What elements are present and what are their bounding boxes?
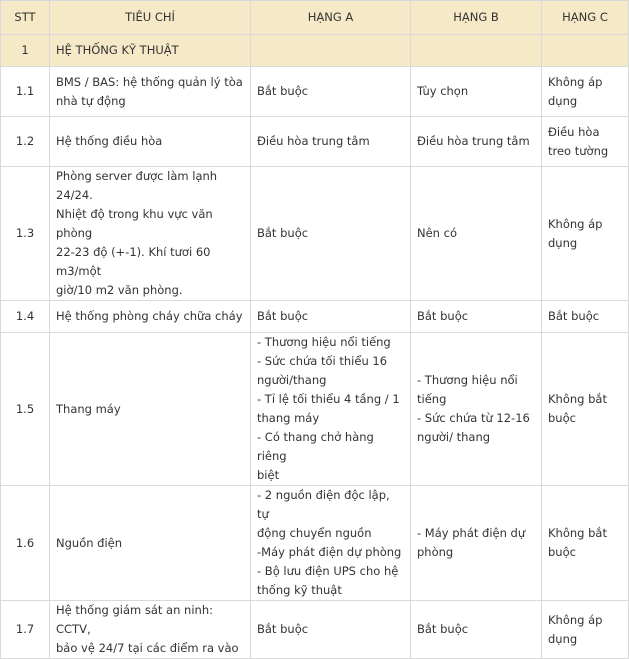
row-class-a xyxy=(251,333,411,486)
cell-line: Bắt buộc xyxy=(548,309,600,323)
cell-line: Thang máy xyxy=(56,401,121,416)
cell-line: buộc xyxy=(548,411,576,425)
section-empty-cell xyxy=(542,35,629,67)
row-stt: 1.2 xyxy=(1,117,50,167)
row-class-c xyxy=(542,301,629,333)
cell-line: 22-23 độ (+-1). Khí tươi 60 m3/một xyxy=(56,245,211,278)
cell-line: giờ/10 m2 văn phòng. xyxy=(56,283,183,297)
row-criteria xyxy=(50,67,251,117)
row-class-b xyxy=(411,333,542,486)
cell-line: Bắt buộc xyxy=(257,84,309,98)
cell-line: thống kỹ thuật xyxy=(257,583,342,597)
cell-line: nhà tự động xyxy=(56,93,126,108)
cell-line: Điều hòa xyxy=(548,124,600,139)
cell-line: - Sức chứa từ 12-16 xyxy=(417,411,530,425)
row-class-a xyxy=(251,67,411,117)
table-row xyxy=(1,333,629,486)
cell-line: Bắt buộc xyxy=(257,622,309,636)
cell-line: người/ thang xyxy=(417,430,491,444)
row-stt: 1.6 xyxy=(1,486,50,601)
cell-line: Bắt buộc xyxy=(417,622,469,636)
cell-line: tiếng xyxy=(417,392,447,406)
cell-line: -Máy phát điện dự phòng xyxy=(257,545,402,559)
row-class-b xyxy=(411,167,542,301)
row-class-b xyxy=(411,486,542,601)
table-row xyxy=(1,601,629,659)
section-row xyxy=(1,35,629,67)
row-class-a xyxy=(251,301,411,333)
cell-line: - Thương hiệu nổi tiếng xyxy=(257,335,391,349)
cell-line: Bắt buộc xyxy=(257,226,309,240)
cell-line: - Tỉ lệ tối thiểu 4 tầng / 1 xyxy=(257,392,400,406)
row-class-a xyxy=(251,601,411,659)
cell-line: phòng xyxy=(417,545,454,559)
section-empty-cell xyxy=(411,35,542,67)
row-criteria xyxy=(50,117,251,167)
row-class-b xyxy=(411,601,542,659)
row-class-c xyxy=(542,67,629,117)
header-class-b: HẠNG B xyxy=(411,1,542,35)
row-criteria xyxy=(50,333,251,486)
cell-line: Điều hòa trung tâm xyxy=(257,134,370,148)
cell-line: bảo vệ 24/7 tại các điểm ra vào xyxy=(56,641,239,655)
cell-line: BMS / BAS: hệ thống quản lý tòa xyxy=(56,74,243,89)
cell-line: Nhiệt độ trong khu vực văn phòng xyxy=(56,207,213,240)
row-class-a xyxy=(251,117,411,167)
cell-line: - Có thang chở hàng riêng xyxy=(257,430,374,463)
row-stt: 1.7 xyxy=(1,601,50,659)
header-class-c: HẠNG C xyxy=(542,1,629,35)
section-empty-cell xyxy=(251,35,411,67)
cell-line: Nguồn điện xyxy=(56,535,123,550)
header-stt: STT xyxy=(1,1,50,35)
row-criteria xyxy=(50,167,251,301)
cell-line: thang máy xyxy=(257,411,320,425)
cell-line: Bắt buộc xyxy=(257,309,309,323)
cell-line: Hệ thống giám sát an ninh: CCTV, xyxy=(56,603,213,636)
row-class-b xyxy=(411,117,542,167)
cell-line: Tùy chọn xyxy=(417,84,469,98)
cell-line: Không áp xyxy=(548,612,603,627)
cell-line: buộc xyxy=(548,545,576,559)
row-criteria xyxy=(50,601,251,659)
cell-line: người/thang xyxy=(257,373,327,387)
row-class-b xyxy=(411,301,542,333)
cell-line: động chuyển nguồn xyxy=(257,526,372,540)
cell-line: Phòng server được làm lạnh 24/24. xyxy=(56,169,218,202)
cell-line: dụng xyxy=(548,93,578,108)
section-title: HỆ THỐNG KỸ THUẬT xyxy=(50,35,251,67)
cell-line: - Thương hiệu nổi xyxy=(417,373,518,387)
cell-line: Không bắt xyxy=(548,392,607,406)
cell-line: - Bộ lưu điện UPS cho hệ xyxy=(257,564,399,578)
cell-line: Không áp xyxy=(548,216,603,231)
section-stt: 1 xyxy=(1,35,50,67)
row-class-c xyxy=(542,333,629,486)
cell-line: treo tường xyxy=(548,143,609,158)
cell-line: Điều hòa trung tâm xyxy=(417,134,530,148)
row-class-a xyxy=(251,167,411,301)
row-stt: 1.4 xyxy=(1,301,50,333)
row-class-c xyxy=(542,167,629,301)
cell-line: - 2 nguồn điện độc lập, tự xyxy=(257,488,390,521)
cell-line: Hệ thống điều hòa xyxy=(56,134,163,148)
cell-line: - Sức chứa tối thiểu 16 xyxy=(257,354,388,368)
cell-line: Hệ thống phòng cháy chữa cháy xyxy=(56,309,243,323)
cell-line: Bắt buộc xyxy=(417,309,469,323)
cell-line: Không áp xyxy=(548,74,603,89)
row-class-c xyxy=(542,117,629,167)
table-row xyxy=(1,167,629,301)
row-class-b xyxy=(411,67,542,117)
cell-line: Không bắt xyxy=(548,526,607,540)
cell-line: Nên có xyxy=(417,226,457,240)
header-class-a: HẠNG A xyxy=(251,1,411,35)
row-stt: 1.5 xyxy=(1,333,50,486)
header-criteria: TIÊU CHÍ xyxy=(50,1,251,35)
cell-line: dụng xyxy=(548,235,578,250)
table-row xyxy=(1,486,629,601)
row-class-a xyxy=(251,486,411,601)
table-row xyxy=(1,67,629,117)
row-class-c xyxy=(542,601,629,659)
cell-line: biệt xyxy=(257,468,280,482)
header-row xyxy=(1,1,629,35)
table-row xyxy=(1,117,629,167)
row-stt: 1.1 xyxy=(1,67,50,117)
row-criteria xyxy=(50,486,251,601)
row-class-c xyxy=(542,486,629,601)
row-criteria xyxy=(50,301,251,333)
table-row xyxy=(1,301,629,333)
cell-line: dụng xyxy=(548,631,578,646)
row-stt: 1.3 xyxy=(1,167,50,301)
cell-line: - Máy phát điện dự xyxy=(417,526,526,540)
